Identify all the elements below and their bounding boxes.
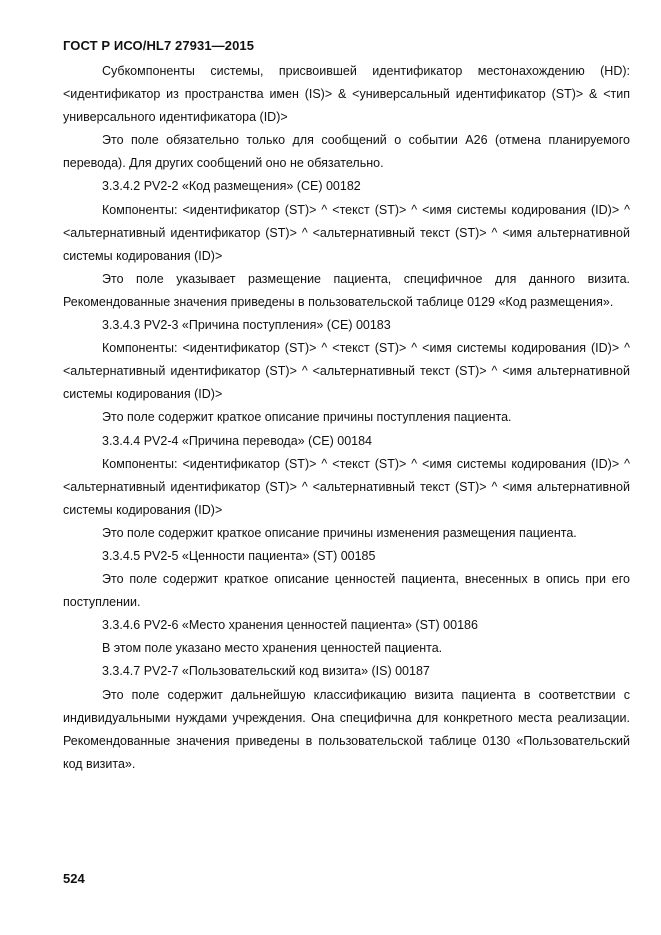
paragraph-subcomponents-hd: Субкомпоненты системы, присвоившей идентификатор местонахождению (HD): <идентификатор из пространства имен (IS)> & <универсальный идентификатор (ST)> & <тип универсального идентификатора (ID)> <box>63 64 630 125</box>
paragraph-pv2-3-description: Это поле содержит краткое описание причины поступления пациента. <box>102 410 512 425</box>
paragraph-pv2-7-description: Это поле содержит дальнейшую классификацию визита пациента в соответствии с индивидуальными нуждами учреждения. Она специфична для конкретного места реализации. Рекомендованные значения приведены в пользовательской таблице 0130 «Пользовательский код визита». <box>63 687 630 771</box>
paragraph-pv2-4-description: Это поле содержит краткое описание причины изменения размещения пациента. <box>102 525 577 540</box>
section-heading-pv2-4: 3.3.4.4 PV2-4 «Причина перевода» (CE) 00184 <box>102 433 373 448</box>
standard-header: ГОСТ Р ИСО/HL7 27931—2015 <box>63 38 255 53</box>
section-heading-pv2-6: 3.3.4.6 PV2-6 «Место хранения ценностей пациента» (ST) 00186 <box>102 618 478 633</box>
paragraph-pv2-4-components: Компоненты: <идентификатор (ST)> ^ <текст (ST)> ^ <имя системы кодирования (ID)> ^ <альтернативный идентификатор (ST)> ^ <альтернативный текст (ST)> ^ <имя альтернативной системы кодирования (ID)> <box>63 456 630 517</box>
paragraph-pv2-5-description: Это поле содержит краткое описание ценностей пациента, внесенных в опись при его поступлении. <box>63 572 630 610</box>
section-heading-pv2-5: 3.3.4.5 PV2-5 «Ценности пациента» (ST) 00185 <box>102 548 376 563</box>
paragraph-pv2-3-components: Компоненты: <идентификатор (ST)> ^ <текст (ST)> ^ <имя системы кодирования (ID)> ^ <альтернативный идентификатор (ST)> ^ <альтернативный текст (ST)> ^ <имя альтернативной системы кодирования (ID)> <box>63 341 630 402</box>
paragraph-pv2-6-description: В этом поле указано место хранения ценностей пациента. <box>102 641 443 656</box>
document-body <box>63 60 630 776</box>
section-heading-pv2-7: 3.3.4.7 PV2-7 «Пользовательский код визита» (IS) 00187 <box>102 664 430 679</box>
section-heading-pv2-3: 3.3.4.3 PV2-3 «Причина поступления» (CE) 00183 <box>102 318 391 333</box>
paragraph-pv2-2-components: Компоненты: <идентификатор (ST)> ^ <текст (ST)> ^ <имя системы кодирования (ID)> ^ <альтернативный идентификатор (ST)> ^ <альтернативный текст (ST)> ^ <имя альтернативной системы кодирования (ID)> <box>63 202 630 263</box>
paragraph-pv2-2-description: Это поле указывает размещение пациента, специфичное для данного визита. Рекомендованные значения приведены в пользовательской таблице 0129 «Код размещения». <box>63 271 630 309</box>
paragraph-a26-note: Это поле обязательно только для сообщений о событии A26 (отмена планируемого перевода). Для других сообщений оно не обязательно. <box>63 133 630 171</box>
page-number: 524 <box>63 871 85 886</box>
section-heading-pv2-2: 3.3.4.2 PV2-2 «Код размещения» (CE) 00182 <box>102 179 361 194</box>
